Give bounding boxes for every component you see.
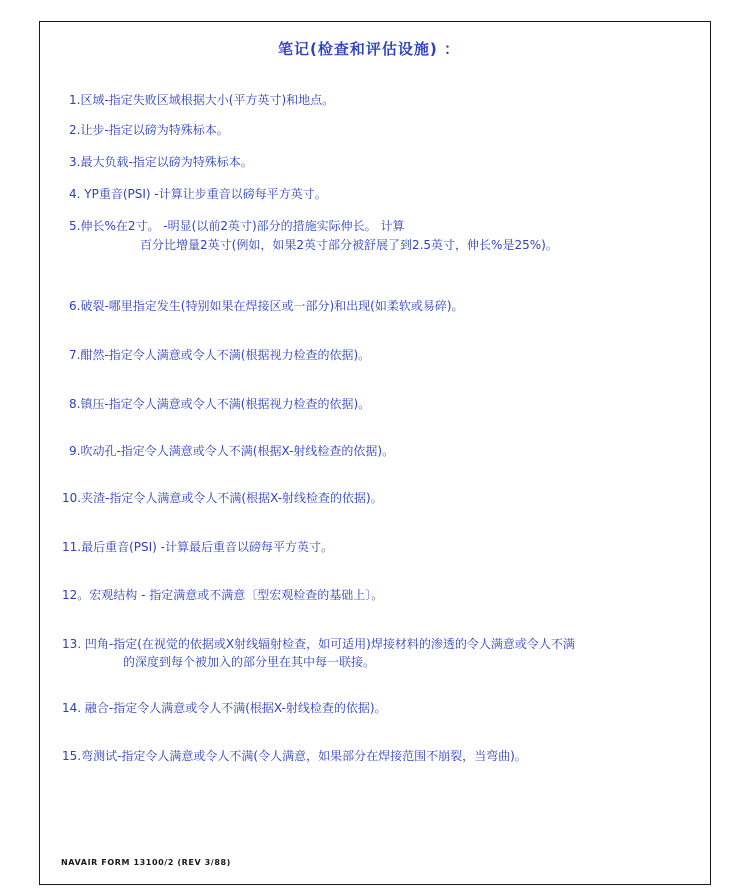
note-1: 1.区域-指定失败区域根据大小(平方英寸)和地点。 [69, 93, 335, 107]
note-6: 6.破裂-哪里指定发生(特别如果在焊接区或一部分)和出现(如柔软或易碎)。 [69, 299, 464, 313]
note-11: 11.最后重音(PSI) -计算最后重音以磅每平方英寸。 [62, 540, 333, 554]
form-number-footer: NAVAIR FORM 13100/2 (REV 3/88) [61, 858, 231, 867]
note-5: 5.伸长%在2寸。 -明显(以前2英寸)部分的措施实际伸长。 计算 [69, 219, 405, 233]
note-14: 14. 融合-指定令人满意或令人不满(根据X-射线检查的依据)。 [62, 701, 387, 715]
note-10: 10.夹渣-指定令人满意或令人不满(根据X-射线检查的依据)。 [62, 491, 383, 505]
note-7: 7.酣然-指定令人满意或令人不满(根据视力检查的依据)。 [69, 348, 371, 362]
note-8: 8.镇压-指定令人满意或令人不满(根据视力检查的依据)。 [69, 397, 371, 411]
note-5-continuation: 百分比增量2英寸(例如，如果2英寸部分被舒展了到2.5英寸，伸长%是25%)。 [140, 238, 558, 252]
note-13: 13. 凹角-指定(在视觉的依据或X射线辐射检查，如可适用)焊接材料的渗透的令人满意或令人不满 [62, 637, 575, 651]
note-13-continuation: 的深度到每个被加入的部分里在其中每一联接。 [123, 655, 376, 669]
note-4: 4. YP重音(PSI) -计算让步重音以磅每平方英寸。 [69, 187, 327, 201]
note-12: 12。宏观结构 - 指定满意或不满意〔型宏观检查的基础上〕。 [62, 588, 384, 602]
page-title: 笔记(检查和评估设施) ： [278, 40, 460, 58]
note-3: 3.最大负载-指定以磅为特殊标本。 [69, 155, 253, 169]
note-2: 2.让步-指定以磅为特殊标本。 [69, 123, 229, 137]
note-9: 9.吹动孔-指定令人满意或令人不满(根据X-射线检查的依据)。 [69, 444, 395, 458]
note-15: 15.弯测试-指定令人满意或令人不满(令人满意，如果部分在焊接范围不崩裂，当弯曲)。 [62, 749, 527, 763]
